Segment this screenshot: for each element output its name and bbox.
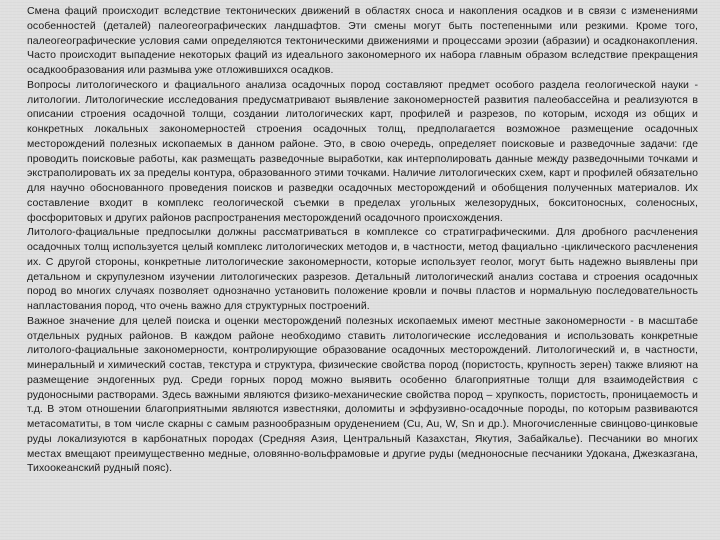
document-body bbox=[27, 4, 698, 476]
paragraph-facies-change: Смена фаций происходит вследствие тектонических движений в областях сноса и накопления осадков и в связи с изменениями особенностей (деталей) палеогеографических ландшафтов. Эти смены могут быть постепенными или резкими. Кроме того, палеогеографические условия сами определяются тектоническими движениями и процессами эрозии (абразии) и осадконакопления. Часто происходит выпадение некоторых фаций из идеального закономерного их набора главным образом вследствие прекращения осадкообразования или размыва уже отложившихся осадков. bbox=[27, 5, 698, 76]
paragraph-lithology-questions: Вопросы литологического и фациального анализа осадочных пород составляют предмет особого раздела геологической науки - литологии. Литологические исследования предусматривают выявление закономерностей развития палеобассейна и реализуются в описании строения осадочной толщи, создании литологических карт, профилей и разрезов, по которым, исходя из общих и конкретных локальных закономерностей строения осадочных толщ, предполагается возможное размещение осадочных месторождений полезных ископаемых в данном районе. Это, в свою очередь, определяет поисковые и разведочные задачи: где проводить поисковые работы, как размещать разведочные выработки, как интерполировать данные между разведочными точками и экстраполировать их за пределы контура, образованного этими точками. Наличие литологических схем, карт и профилей обязательно для научно обоснованного проведения поисков и разведки осадочных месторождений и обобщения полученных материалов. Их составление входит в комплекс геологической съемки в пределах угольных железорудных, бокситоносных, соленосных, фосфоритовых и других районов распространения месторождений осадочного происхождения. bbox=[27, 78, 698, 224]
paragraph-lithofacies-prerequisites: Литолого-фациальные предпосылки должны рассматриваться в комплексе со стратиграфическими. Для дробного расчленения осадочных толщ используется целый комплекс литологических методов и, в частности, метод фациально -циклического расчленения их. С другой стороны, конкретные литологические закономерности, которые использует геолог, могут быть надежно выявлены при детальном и скрупулезном изучении литологических разрезов. Детальный литологический анализ состава и строения осадочных пород во многих случаях позволяет однозначно установить положение кровли и почвы пластов и нормальную последовательность напластования пород, что очень важно для структурных построений. bbox=[27, 226, 698, 312]
paragraph-local-regularities: Важное значение для целей поиска и оценки месторождений полезных ископаемых имеют местные закономерности - в масштабе отдельных рудных районов. В каждом районе необходимо ставить литологические исследования и использовать конкретные литолого-фациальные закономерности, контролирующие образование осадочных месторождений. Литологический и, в частности, минеральный и химический состав, текстура и структура, физические свойства пород (пористость, крупность зерен) также влияют на размещение эндогенных руд. Среди горных пород можно выявить особенно благоприятные толщи для взаимодействия с рудоносными растворами. Здесь важными являются физико-механические свойства пород – хрупкость, пористость, проницаемость и т.д. В этом отношении благоприятными являются известняки, доломиты и эффузивно-осадочные породы, по которым развиваются метасоматиты, в том числе скарны с самым разнообразным оруденением (Cu, Au, W, Sn и др.). Многочисленные свинцово-цинковые руды локализуются в карбонатных породах (Средняя Азия, Центральный Казахстан, Якутия, Забайкалье). Песчаники во многих местах вмещают преимущественно медные, оловянно-вольфрамовые и другие руды (медноносные песчаники Удокана, Джезказгана, Тихоокеанский рудный пояс). bbox=[27, 314, 698, 475]
